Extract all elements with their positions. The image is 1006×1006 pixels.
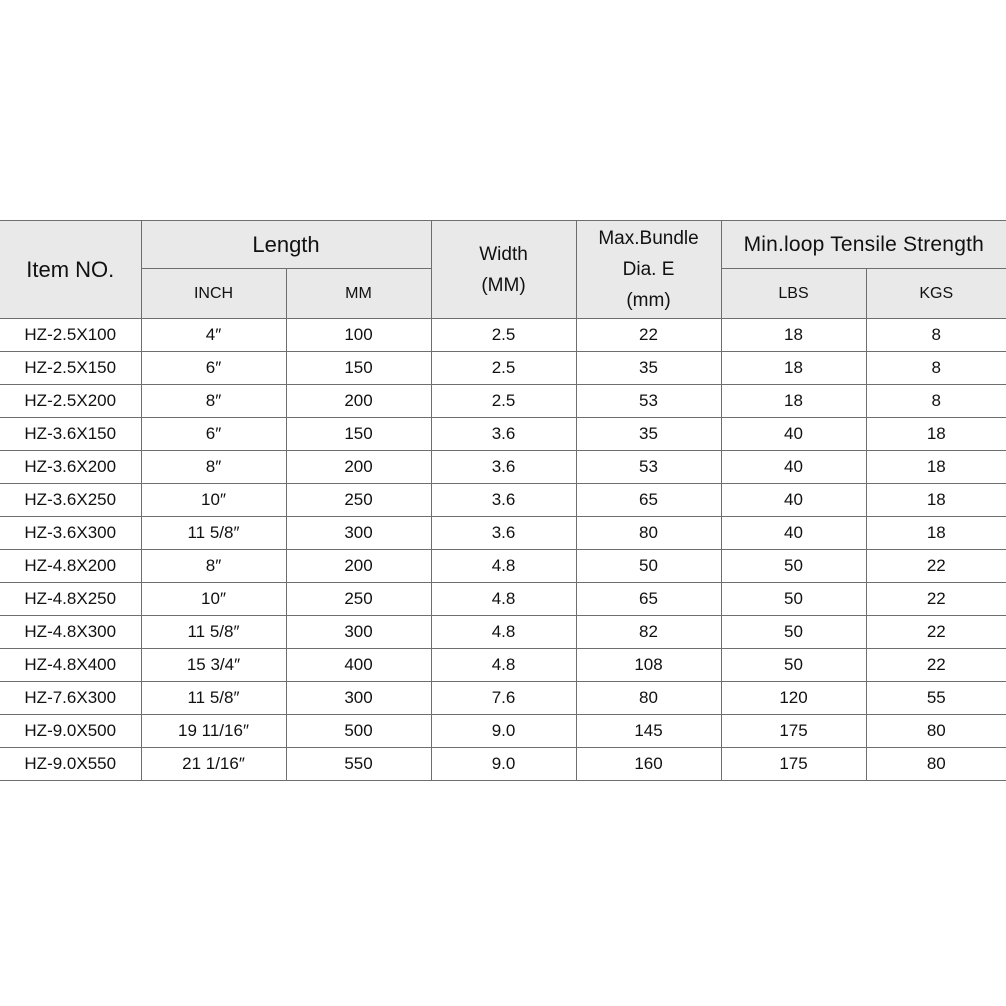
cell-strength-kgs: 8 bbox=[866, 352, 1006, 385]
header-strength-kgs: KGS bbox=[866, 269, 1006, 319]
header-length-inch: INCH bbox=[141, 269, 286, 319]
cell-length-inch: 4″ bbox=[141, 319, 286, 352]
cell-item-no: HZ-3.6X200 bbox=[0, 451, 141, 484]
header-max-bundle bbox=[576, 221, 721, 319]
cell-strength-lbs: 40 bbox=[721, 418, 866, 451]
header-strength-lbs: LBS bbox=[721, 269, 866, 319]
cell-item-no: HZ-2.5X150 bbox=[0, 352, 141, 385]
cell-strength-lbs: 50 bbox=[721, 583, 866, 616]
cell-item-no: HZ-9.0X500 bbox=[0, 715, 141, 748]
table-row bbox=[0, 484, 1006, 517]
cell-length-inch: 11 5/8″ bbox=[141, 616, 286, 649]
cell-strength-kgs: 18 bbox=[866, 517, 1006, 550]
header-bundle-line2: Dia. E bbox=[622, 259, 675, 280]
cell-width: 4.8 bbox=[431, 550, 576, 583]
table-header bbox=[0, 221, 1006, 319]
header-item-no: Item NO. bbox=[0, 221, 141, 319]
cell-length-mm: 400 bbox=[286, 649, 431, 682]
cell-width: 2.5 bbox=[431, 319, 576, 352]
cell-length-mm: 250 bbox=[286, 583, 431, 616]
table-row bbox=[0, 451, 1006, 484]
cell-max-bundle: 82 bbox=[576, 616, 721, 649]
cell-max-bundle: 35 bbox=[576, 418, 721, 451]
cell-length-mm: 200 bbox=[286, 451, 431, 484]
cell-max-bundle: 65 bbox=[576, 484, 721, 517]
cell-length-mm: 250 bbox=[286, 484, 431, 517]
cell-width: 2.5 bbox=[431, 352, 576, 385]
cell-length-inch: 6″ bbox=[141, 418, 286, 451]
header-length-mm: MM bbox=[286, 269, 431, 319]
table-row bbox=[0, 583, 1006, 616]
cell-length-inch: 6″ bbox=[141, 352, 286, 385]
cell-item-no: HZ-2.5X200 bbox=[0, 385, 141, 418]
cell-strength-kgs: 22 bbox=[866, 649, 1006, 682]
cell-length-mm: 300 bbox=[286, 616, 431, 649]
cell-strength-kgs: 80 bbox=[866, 748, 1006, 781]
cell-length-inch: 11 5/8″ bbox=[141, 682, 286, 715]
cell-length-mm: 300 bbox=[286, 682, 431, 715]
cell-length-inch: 15 3/4″ bbox=[141, 649, 286, 682]
cell-length-inch: 8″ bbox=[141, 550, 286, 583]
cell-strength-lbs: 40 bbox=[721, 451, 866, 484]
cell-width: 4.8 bbox=[431, 583, 576, 616]
cell-strength-lbs: 18 bbox=[721, 385, 866, 418]
table-body bbox=[0, 319, 1006, 781]
cell-item-no: HZ-4.8X200 bbox=[0, 550, 141, 583]
cell-item-no: HZ-4.8X300 bbox=[0, 616, 141, 649]
cell-item-no: HZ-4.8X400 bbox=[0, 649, 141, 682]
cell-strength-kgs: 18 bbox=[866, 418, 1006, 451]
cell-length-mm: 200 bbox=[286, 385, 431, 418]
cell-max-bundle: 80 bbox=[576, 517, 721, 550]
cell-max-bundle: 108 bbox=[576, 649, 721, 682]
cell-length-inch: 8″ bbox=[141, 385, 286, 418]
cell-length-inch: 21 1/16″ bbox=[141, 748, 286, 781]
cell-item-no: HZ-2.5X100 bbox=[0, 319, 141, 352]
cell-width: 7.6 bbox=[431, 682, 576, 715]
cell-max-bundle: 50 bbox=[576, 550, 721, 583]
cell-item-no: HZ-4.8X250 bbox=[0, 583, 141, 616]
cell-max-bundle: 35 bbox=[576, 352, 721, 385]
cell-strength-lbs: 40 bbox=[721, 484, 866, 517]
cell-width: 3.6 bbox=[431, 484, 576, 517]
cell-strength-lbs: 175 bbox=[721, 748, 866, 781]
header-width-line1: Width bbox=[479, 243, 528, 265]
table-row bbox=[0, 748, 1006, 781]
cell-max-bundle: 65 bbox=[576, 583, 721, 616]
table-row bbox=[0, 649, 1006, 682]
cell-item-no: HZ-9.0X550 bbox=[0, 748, 141, 781]
table-row bbox=[0, 418, 1006, 451]
cell-max-bundle: 53 bbox=[576, 451, 721, 484]
cell-max-bundle: 80 bbox=[576, 682, 721, 715]
cell-length-mm: 300 bbox=[286, 517, 431, 550]
cell-strength-lbs: 40 bbox=[721, 517, 866, 550]
cell-item-no: HZ-7.6X300 bbox=[0, 682, 141, 715]
cell-strength-lbs: 50 bbox=[721, 550, 866, 583]
table-row bbox=[0, 682, 1006, 715]
cell-length-mm: 150 bbox=[286, 352, 431, 385]
header-width bbox=[431, 221, 576, 319]
cell-strength-lbs: 175 bbox=[721, 715, 866, 748]
cell-width: 3.6 bbox=[431, 418, 576, 451]
cell-item-no: HZ-3.6X250 bbox=[0, 484, 141, 517]
cell-width: 4.8 bbox=[431, 616, 576, 649]
table-row bbox=[0, 616, 1006, 649]
cell-strength-lbs: 18 bbox=[721, 319, 866, 352]
table-row bbox=[0, 517, 1006, 550]
cell-width: 9.0 bbox=[431, 748, 576, 781]
header-tensile-strength: Min.loop Tensile Strength bbox=[721, 221, 1006, 269]
cell-strength-kgs: 22 bbox=[866, 616, 1006, 649]
cell-strength-lbs: 120 bbox=[721, 682, 866, 715]
table-row bbox=[0, 352, 1006, 385]
spec-table bbox=[0, 220, 1006, 781]
cell-max-bundle: 160 bbox=[576, 748, 721, 781]
cell-max-bundle: 145 bbox=[576, 715, 721, 748]
cell-strength-kgs: 18 bbox=[866, 484, 1006, 517]
cell-item-no: HZ-3.6X300 bbox=[0, 517, 141, 550]
cell-strength-kgs: 18 bbox=[866, 451, 1006, 484]
header-bundle-line3: (mm) bbox=[626, 290, 671, 311]
cell-length-inch: 11 5/8″ bbox=[141, 517, 286, 550]
cell-width: 3.6 bbox=[431, 451, 576, 484]
cell-length-mm: 200 bbox=[286, 550, 431, 583]
cell-strength-kgs: 80 bbox=[866, 715, 1006, 748]
cell-strength-lbs: 50 bbox=[721, 649, 866, 682]
cell-strength-lbs: 50 bbox=[721, 616, 866, 649]
table-row bbox=[0, 550, 1006, 583]
cell-strength-lbs: 18 bbox=[721, 352, 866, 385]
cell-length-mm: 500 bbox=[286, 715, 431, 748]
header-width-line2: (MM) bbox=[481, 274, 526, 296]
cell-strength-kgs: 22 bbox=[866, 550, 1006, 583]
table-row bbox=[0, 385, 1006, 418]
table-row bbox=[0, 319, 1006, 352]
cell-length-inch: 10″ bbox=[141, 484, 286, 517]
cell-width: 9.0 bbox=[431, 715, 576, 748]
cell-length-mm: 150 bbox=[286, 418, 431, 451]
cell-length-inch: 8″ bbox=[141, 451, 286, 484]
cell-width: 2.5 bbox=[431, 385, 576, 418]
cell-strength-kgs: 22 bbox=[866, 583, 1006, 616]
header-bundle-line1: Max.Bundle bbox=[598, 228, 699, 249]
table-row bbox=[0, 715, 1006, 748]
cell-strength-kgs: 8 bbox=[866, 385, 1006, 418]
cell-strength-kgs: 8 bbox=[866, 319, 1006, 352]
cell-max-bundle: 53 bbox=[576, 385, 721, 418]
cell-length-mm: 100 bbox=[286, 319, 431, 352]
cell-width: 4.8 bbox=[431, 649, 576, 682]
cell-length-inch: 19 11/16″ bbox=[141, 715, 286, 748]
cell-length-mm: 550 bbox=[286, 748, 431, 781]
cell-strength-kgs: 55 bbox=[866, 682, 1006, 715]
cell-length-inch: 10″ bbox=[141, 583, 286, 616]
header-length: Length bbox=[141, 221, 431, 269]
cell-max-bundle: 22 bbox=[576, 319, 721, 352]
cell-item-no: HZ-3.6X150 bbox=[0, 418, 141, 451]
cell-width: 3.6 bbox=[431, 517, 576, 550]
